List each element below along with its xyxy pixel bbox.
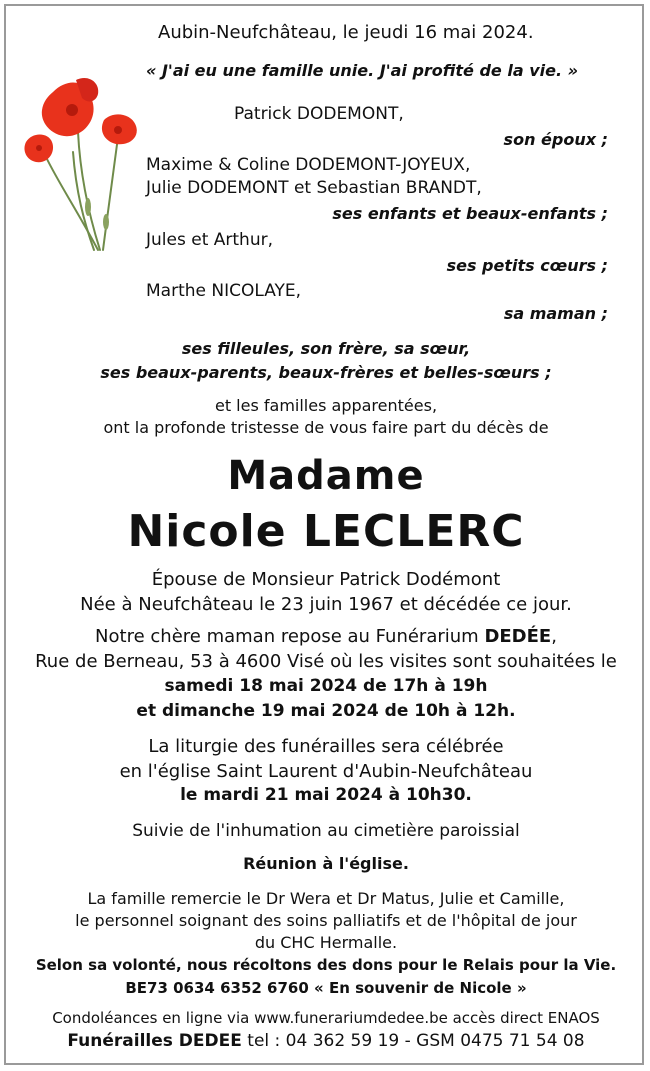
funeral-line-1: La liturgie des funérailles sera célébrée xyxy=(148,736,504,757)
funerarium-name: DEDÉE xyxy=(484,626,552,647)
husband-role: son époux ; xyxy=(503,130,608,149)
birth-line: Née à Neufchâteau le 23 juin 1967 et décédée ce jour. xyxy=(80,594,572,615)
children-line-2: Julie DODEMONT et Sebastian BRANDT, xyxy=(146,178,482,198)
related-line-2: ont la profonde tristesse de vous faire part du décès de xyxy=(103,418,549,437)
thanks-line-1: La famille remercie le Dr Wera et Dr Matus, Julie et Camille, xyxy=(87,889,565,908)
company-name: Funérailles DEDEE xyxy=(67,1031,242,1051)
poppy-flower-icon xyxy=(18,72,148,257)
funeral-line-2: en l'église Saint Laurent d'Aubin-Neufchâteau xyxy=(119,761,533,782)
donation-line-1: Selon sa volonté, nous récoltons des dons pour le Relais pour la Vie. xyxy=(35,956,617,974)
quote: « J'ai eu une famille unie. J'ai profité de la vie. » xyxy=(146,61,578,80)
mother-name: Marthe NICOLAYE, xyxy=(146,281,302,301)
spouse-line: Épouse de Monsieur Patrick Dodémont xyxy=(151,569,501,590)
deceased-name: Nicole LECLERC xyxy=(127,506,525,557)
mother-role: sa maman ; xyxy=(503,304,608,323)
meeting-line: Réunion à l'église. xyxy=(243,854,409,873)
funeral-line-3: le mardi 21 mai 2024 à 10h30. xyxy=(180,785,472,805)
visitation-line-1 xyxy=(6,626,646,647)
obituary-card xyxy=(4,4,644,1065)
donation-line-2: BE73 0634 6352 6760 « En souvenir de Nicole » xyxy=(125,979,527,997)
deceased-title: Madame xyxy=(227,453,425,499)
contact-numbers: tel : 04 362 59 19 - GSM 0475 71 54 08 xyxy=(241,1031,585,1051)
footer-contact-line xyxy=(6,1031,646,1051)
visitation-prefix: Notre chère maman repose au Funérarium xyxy=(95,626,485,647)
related-line-1: et les familles apparentées, xyxy=(214,396,438,415)
grandchildren-role: ses petits cœurs ; xyxy=(446,256,608,275)
children-line-1: Maxime & Coline DODEMONT-JOYEUX, xyxy=(146,155,471,175)
thanks-line-2: le personnel soignant des soins palliatifs et de l'hôpital de jour xyxy=(75,911,577,930)
visitation-line-2: Rue de Berneau, 53 à 4600 Visé où les visites sont souhaitées le xyxy=(35,651,617,672)
grandchildren-name: Jules et Arthur, xyxy=(146,230,273,250)
burial-line: Suivie de l'inhumation au cimetière paroissial xyxy=(132,821,520,841)
others-line-2: ses beaux-parents, beaux-frères et belles-sœurs ; xyxy=(100,363,552,382)
visitation-line-3: samedi 18 mai 2024 de 17h à 19h xyxy=(164,676,488,696)
children-role: ses enfants et beaux-enfants ; xyxy=(332,204,608,223)
place-date: Aubin-Neufchâteau, le jeudi 16 mai 2024. xyxy=(158,22,534,43)
visitation-suffix: , xyxy=(551,626,557,647)
visitation-line-4: et dimanche 19 mai 2024 de 10h à 12h. xyxy=(136,701,516,721)
others-line-1: ses filleules, son frère, sa sœur, xyxy=(181,339,471,358)
husband-name: Patrick DODEMONT, xyxy=(234,104,404,124)
thanks-line-3: du CHC Hermalle. xyxy=(254,933,398,952)
condolences-line: Condoléances en ligne via www.funerariumdedee.be accès direct ENAOS xyxy=(52,1009,600,1027)
